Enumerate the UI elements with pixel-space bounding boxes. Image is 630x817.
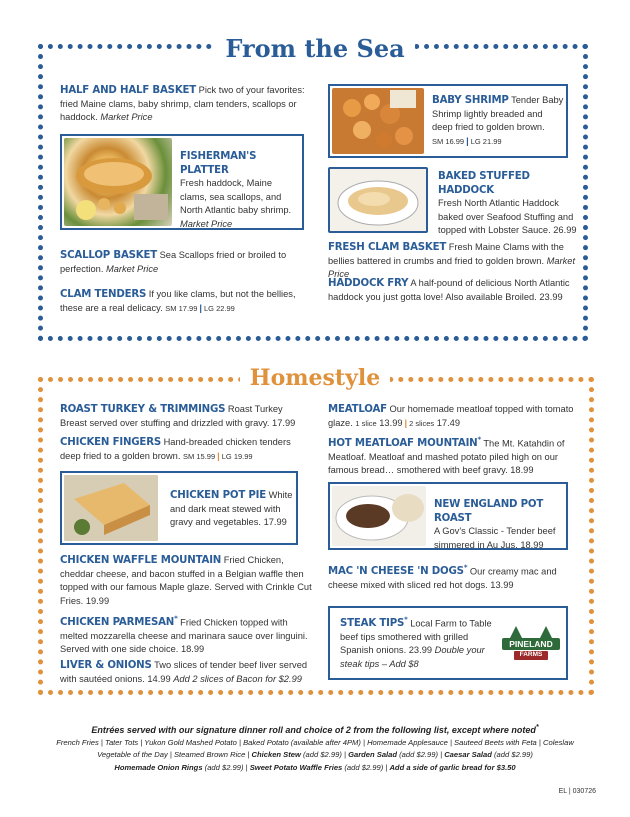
clam-tenders: CLAM TENDERS If you like clams, but not the bellies, these are a real delicacy. SM 17.99 | LG 22.99 bbox=[60, 289, 296, 313]
homestyle-title: Homestyle bbox=[0, 365, 630, 391]
fresh-clam-basket: FRESH CLAM BASKET Fresh Maine Clams with the bellies battered in crumbs and fried to golden brown. Market Price bbox=[328, 242, 576, 279]
sea-title: From the Sea bbox=[0, 34, 630, 63]
pot-pie-box bbox=[60, 471, 298, 545]
footer-headline: Entrées served with our signature dinner roll and choice of 2 from the following list, except where noted* bbox=[91, 724, 539, 735]
footer-line-2: Vegetable of the Day | Steamed Brown Rice | Chicken Stew (add $2.99) | Garden Salad (add $2.99) | Caesar Salad (add $2.99) bbox=[97, 750, 533, 759]
baked-stuffed-haddock: BAKED STUFFED HADDOCK Fresh North Atlantic Haddock baked over Seafood Stuffing and topped with Lobster Sauce. 26.99 bbox=[438, 171, 577, 235]
roast-turkey: ROAST TURKEY & TRIMMINGS Roast Turkey Breast served over stuffing and drizzled with gravy. 17.99 bbox=[60, 404, 296, 428]
haddock-fry: HADDOCK FRY A half-pound of delicious North Atlantic haddock you just gotta love! Also available Broiled. 23.99 bbox=[328, 278, 570, 302]
steak-tips-text: STEAK TIPS* Local Farm to Table beef tips smothered with grilled Spanish onions. 23.99 Double your steak tips – Add $8 bbox=[340, 616, 492, 669]
pineland-logo-top: PINELAND bbox=[509, 639, 553, 649]
pot-pie-photo bbox=[64, 475, 158, 541]
steak-tips-box bbox=[328, 606, 568, 680]
scallop-basket: SCALLOP BASKET Sea Scallops fried or broiled to perfection. Market Price bbox=[60, 250, 287, 274]
page-code: EL | 030726 bbox=[558, 788, 596, 795]
chicken-parmesan: CHICKEN PARMESAN* Fried Chicken topped with melted mozzarella cheese and marinara sauce over linguini. Served with one side choice. 18.99 bbox=[60, 615, 308, 655]
stuffed-haddock-photo bbox=[328, 167, 428, 233]
mac-n-cheese-n-dogs: MAC 'N CHEESE 'N DOGS* Our creamy mac and cheese mixed with sliced red hot dogs. 13.99 bbox=[328, 564, 557, 590]
hot-meatloaf-mountain: HOT MEATLOAF MOUNTAIN* The Mt. Katahdin of Meatloaf. Meatloaf and mashed potato piled high on our famous bread… smothered with beef gravy. 18.99 bbox=[328, 436, 565, 476]
baby-shrimp-box bbox=[328, 84, 568, 158]
pot-roast-box bbox=[328, 482, 568, 550]
pot-pie-text: CHICKEN POT PIE White and dark meat stewed with gravy and vegetables. 17.99 bbox=[170, 490, 293, 527]
fisherman-text: FISHERMAN'S PLATTER Fresh haddock, Maine clams, sea scallops, and North Atlantic baby shrimp. Market Price bbox=[180, 151, 292, 229]
fisherman-box bbox=[60, 134, 304, 230]
fisherman-photo bbox=[64, 138, 172, 226]
pineland-logo-bottom: FARMS bbox=[519, 651, 543, 658]
sides-footer bbox=[30, 722, 600, 774]
pineland-farms-logo bbox=[500, 622, 562, 664]
pot-roast-photo bbox=[332, 486, 426, 546]
liver-and-onions: LIVER & ONIONS Two slices of tender beef liver served with sautéed onions. 14.99 Add 2 slices of Bacon for $2.99 bbox=[60, 660, 308, 684]
meatloaf: MEATLOAF Our homemade meatloaf topped with tomato glaze. 1 slice 13.99 | 2 slices 17.49 bbox=[328, 404, 574, 428]
pot-roast-text: NEW ENGLAND POT ROAST A Gov's Classic - Tender beef simmered in Au Jus. 18.99 bbox=[434, 499, 556, 550]
chicken-waffle-mountain: CHICKEN WAFFLE MOUNTAIN Fried Chicken, cheddar cheese, and bacon stuffed in a Belgian waffle then topped with our famous Maple glaze. Served with Crinkle Cut Fries. 19.99 bbox=[60, 555, 312, 606]
baby-shrimp-photo bbox=[332, 88, 424, 154]
footer-line-1: French Fries | Tater Tots | Yukon Gold Mashed Potato | Baked Potato (available after 4PM) | Homemade Applesauce | Sauteed Beets with Feta | Coleslaw bbox=[56, 737, 574, 747]
footer-line-3: Homemade Onion Rings (add $2.99) | Sweet Potato Waffle Fries (add $2.99) | Add a side of garlic bread for $3.50 bbox=[114, 762, 516, 772]
baby-shrimp-text: BABY SHRIMP Tender Baby Shrimp lightly breaded and deep fried to golden brown. SM 16.99 | LG 21.99 bbox=[432, 95, 564, 146]
chicken-fingers: CHICKEN FINGERS Hand-breaded chicken tenders deep fried to a golden brown. SM 15.99 | LG 19.99 bbox=[60, 437, 291, 461]
half-and-half-basket: HALF AND HALF BASKET Pick two of your favorites: fried Maine clams, baby shrimp, clam tenders, scallops or haddock. Market Price bbox=[60, 85, 305, 122]
